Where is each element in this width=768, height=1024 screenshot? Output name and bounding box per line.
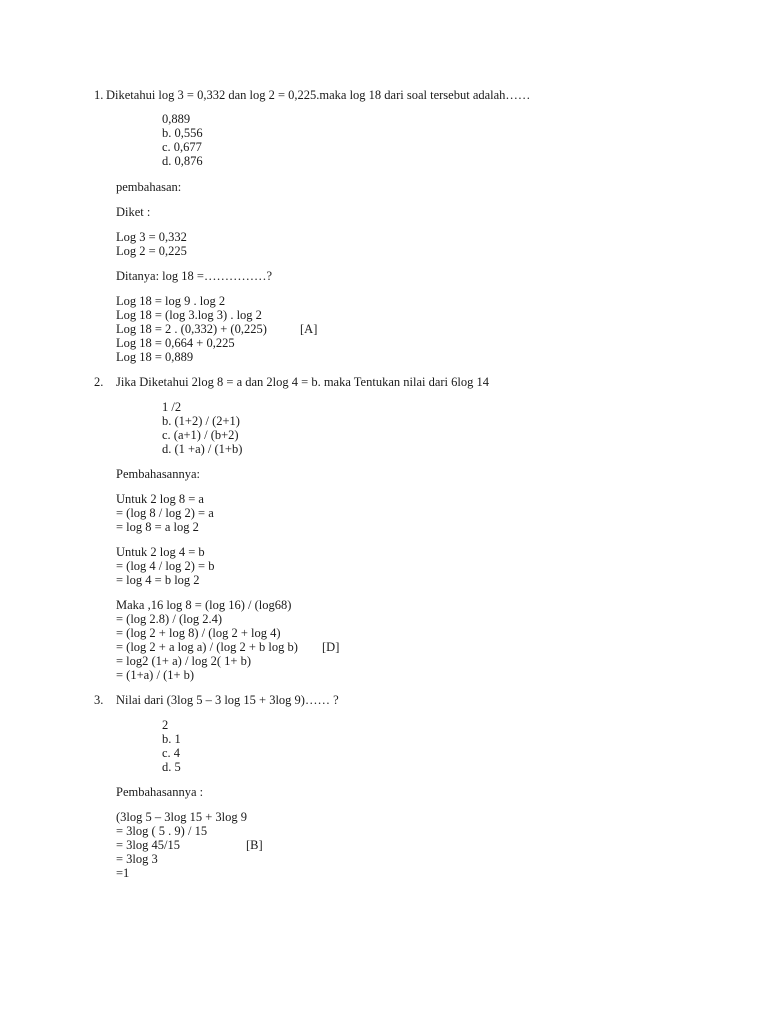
step-line: = log2 (1+ a) / log 2( 1+ b) [116,654,252,668]
question-3-options [162,718,181,774]
step-line: Log 18 = (log 3.log 3) . log 2 [116,308,262,322]
step-line: = (log 8 / log 2) = a [116,506,214,520]
question-2-options [162,400,242,456]
step-line: = 3log 3 [116,852,158,866]
option: d. 0,876 [162,154,203,168]
option: 2 [162,718,169,732]
question-1-answer-tag: [A] [300,322,318,336]
step-line: = (log 2 + log 8) / (log 2 + log 4) [116,626,281,640]
step-line: = 3log 45/15 [116,838,180,852]
step-line: Log 18 = 0,664 + 0,225 [116,336,235,350]
step-line: Untuk 2 log 4 = b [116,545,205,559]
option: 0,889 [162,112,191,126]
option: c. (a+1) / (b+2) [162,428,239,442]
question-1-diket-label: Diket : [116,205,151,219]
question-1 [94,88,530,102]
question-1-given [116,230,187,258]
question-1-heading: pembahasan: [116,180,182,194]
option: c. 4 [162,746,181,760]
question-2-group-1 [116,492,214,534]
step-line: Maka ,16 log 8 = (log 16) / (log68) [116,598,292,612]
option: b. 0,556 [162,126,203,140]
step-line: = (log 2 + a log a) / (log 2 + b log b) [116,640,298,654]
option: c. 0,677 [162,140,202,154]
step-line: Log 18 = 2 . (0,332) + (0,225) [116,322,267,336]
option: d. (1 +a) / (1+b) [162,442,243,456]
step-line: = (1+a) / (1+ b) [116,668,195,682]
question-2-text: Jika Diketahui 2log 8 = a dan 2log 4 = b. maka Tentukan nilai dari 6log 14 [116,375,489,389]
question-2 [94,375,489,389]
question-3-steps [116,810,247,880]
step-line: (3log 5 – 3log 15 + 3log 9 [116,810,248,824]
step-line: = (log 4 / log 2) = b [116,559,215,573]
step-line: = log 4 = b log 2 [116,573,200,587]
option: 1 /2 [162,400,182,414]
step-line: Untuk 2 log 8 = a [116,492,204,506]
question-1-number: 1. [94,88,104,102]
step-line: = 3log ( 5 . 9) / 15 [116,824,208,838]
question-2-heading: Pembahasannya: [116,467,201,481]
step-line: = (log 2.8) / (log 2.4) [116,612,222,626]
given-line: Log 2 = 0,225 [116,244,187,258]
question-3 [94,693,339,707]
question-3-heading: Pembahasannya : [116,785,204,799]
question-3-text: Nilai dari (3log 5 – 3 log 15 + 3log 9)…… ? [116,693,339,707]
option: d. 5 [162,760,181,774]
question-2-answer-tag: [D] [322,640,340,654]
question-2-number: 2. [94,375,104,389]
question-3-answer-tag: [B] [246,838,263,852]
question-1-asked: Ditanya: log 18 =……………? [116,269,272,283]
given-line: Log 3 = 0,332 [116,230,187,244]
question-3-number: 3. [94,693,104,707]
option: b. (1+2) / (2+1) [162,414,240,428]
step-line: =1 [116,866,130,880]
question-2-group-3 [116,598,298,682]
question-1-steps [116,294,267,364]
step-line: = log 8 = a log 2 [116,520,199,534]
option: b. 1 [162,732,181,746]
step-line: Log 18 = log 9 . log 2 [116,294,226,308]
question-1-options [162,112,203,168]
question-1-text: Diketahui log 3 = 0,332 dan log 2 = 0,225.maka log 18 dari soal tersebut adalah…… [106,88,531,102]
question-2-group-2 [116,545,214,587]
step-line: Log 18 = 0,889 [116,350,194,364]
